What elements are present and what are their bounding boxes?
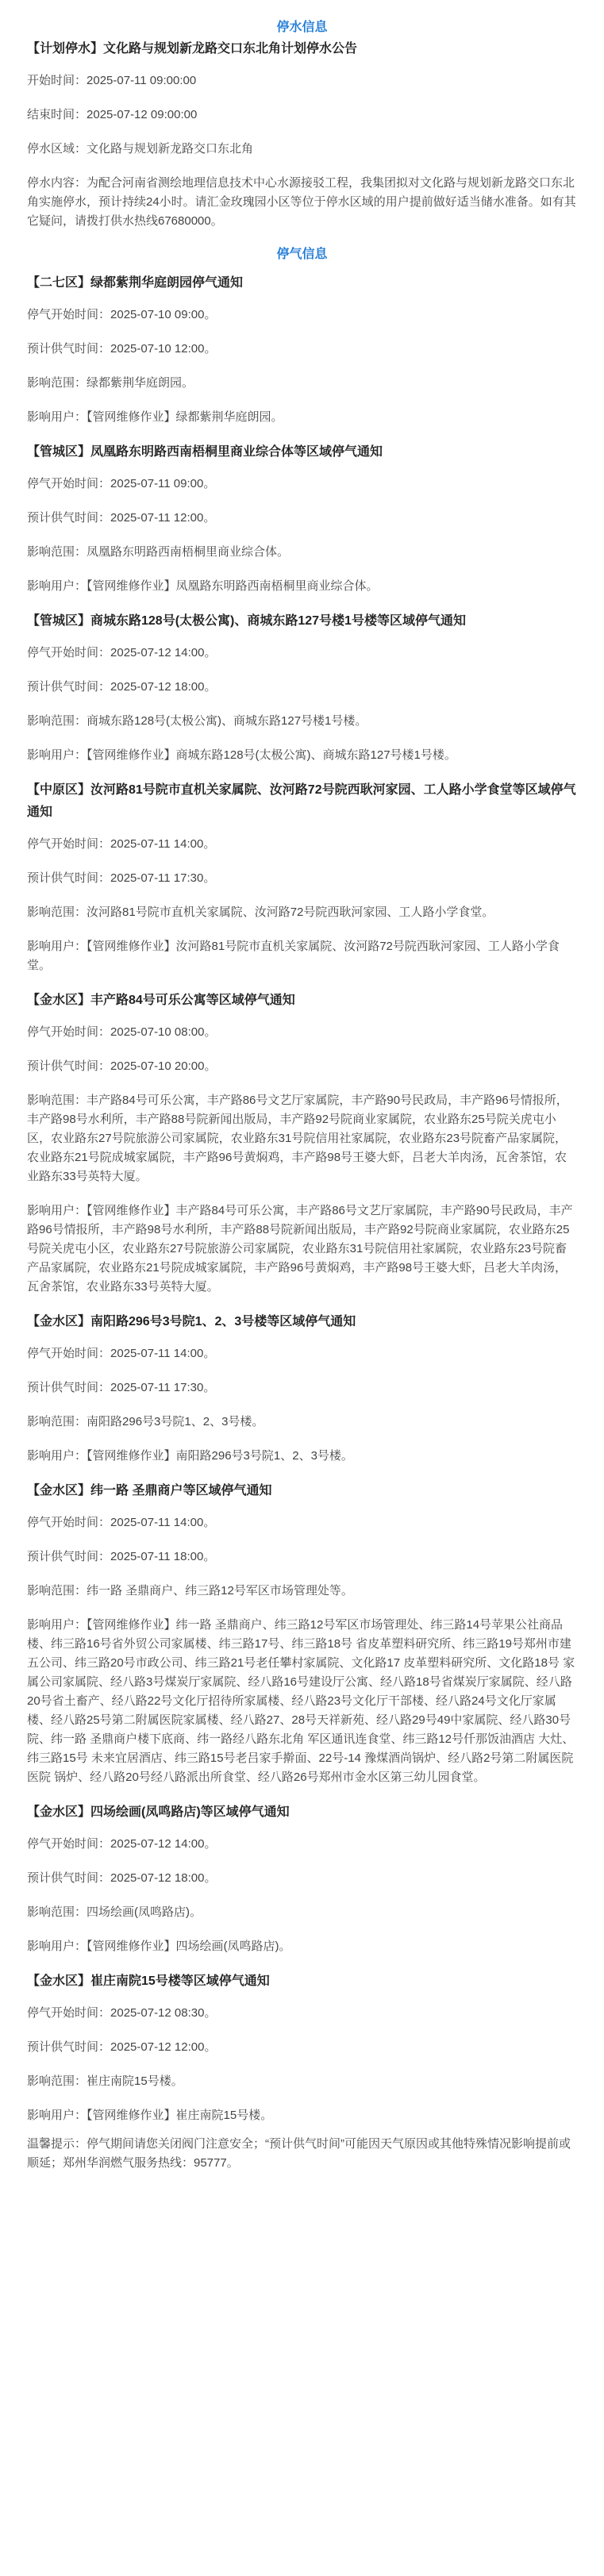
notice-title: 【金水区】四场绘画(凤鸣路店)等区域停气通知 [27, 1805, 290, 1819]
scope-field [27, 2072, 577, 2091]
field-value: 2025-07-10 12:00。 [110, 342, 217, 356]
gas-notice-list [27, 263, 577, 2125]
field-value: 2025-07-12 18:00。 [110, 680, 217, 694]
gas-notice [27, 980, 577, 1297]
field-label: 影响范围： [27, 1415, 87, 1428]
end-time-field [27, 2038, 577, 2057]
end-time-field [27, 106, 577, 125]
scope-field [27, 903, 577, 922]
field-value: 商城东路128号(太极公寓)、商城东路127号楼1号楼。 [87, 714, 367, 728]
field-value: 2025-07-11 14:00。 [110, 837, 216, 851]
users-field [27, 2106, 577, 2125]
field-value: 2025-07-11 18:00。 [110, 1550, 216, 1563]
area-field [27, 140, 577, 159]
field-value: 纬一路 圣鼎商户、纬三路12号军区市场管理处等。 [87, 1584, 353, 1598]
field-value: 【管网维修作业】商城东路128号(太极公寓)、商城东路127号楼1号楼。 [87, 748, 456, 762]
field-label: 停水内容： [27, 176, 87, 190]
users-field [27, 1616, 577, 1787]
field-label: 影响用户： [27, 940, 87, 953]
gas-notice [27, 770, 577, 975]
field-label: 影响范围： [27, 1094, 87, 1107]
field-value: 【管网维修作业】崔庄南院15号楼。 [87, 2109, 273, 2122]
scope-field [27, 543, 577, 562]
field-value: 2025-07-11 17:30。 [110, 871, 216, 885]
field-value: 文化路与规划新龙路交口东北角 [87, 142, 254, 156]
users-field [27, 746, 577, 765]
field-value: 四场绘画(凤鸣路店)。 [87, 1905, 202, 1919]
tip-label: 温馨提示： [27, 2137, 87, 2151]
notice-title: 【管城区】凤凰路东明路西南梧桐里商业综合体等区域停气通知 [27, 445, 383, 459]
end-time-field [27, 509, 577, 528]
field-label: 影响范围： [27, 545, 87, 559]
content-field [27, 174, 577, 231]
field-label: 停气开始时间： [27, 1025, 111, 1039]
gas-notice [27, 432, 577, 596]
water-section-title: 停水信息 [276, 21, 328, 34]
field-label: 预计供气时间： [27, 1381, 111, 1394]
end-time-field [27, 1378, 577, 1398]
gas-notice [27, 1961, 577, 2125]
field-label: 影响范围： [27, 714, 87, 728]
start-time-field [27, 306, 577, 325]
notice-title: 【金水区】丰产路84号可乐公寓等区域停气通知 [27, 994, 295, 1007]
end-time-field [27, 340, 577, 359]
start-time-field [27, 1835, 577, 1854]
field-label: 结束时间： [27, 108, 87, 121]
field-label: 影响用户： [27, 410, 87, 424]
field-label: 停气开始时间： [27, 308, 111, 321]
field-label: 预计供气时间： [27, 511, 111, 525]
scope-field [27, 374, 577, 393]
field-label: 预计供气时间： [27, 1550, 111, 1563]
notice-title: 【二七区】绿都紫荆华庭朗园停气通知 [27, 276, 244, 290]
field-value: 【管网维修作业】汝河路81号院市直机关家属院、汝河路72号院西耿河家园、工人路小学食堂。 [27, 940, 560, 972]
field-label: 影响用户： [27, 1449, 87, 1463]
field-value: 【管网维修作业】南阳路296号3号院1、2、3号楼。 [87, 1449, 353, 1463]
field-label: 预计供气时间： [27, 1059, 111, 1073]
field-value: 2025-07-11 09:00。 [110, 477, 216, 490]
field-label: 预计供气时间： [27, 2040, 111, 2054]
field-label: 影响范围： [27, 905, 87, 919]
water-notice [27, 29, 577, 231]
field-label: 影响用户： [27, 579, 87, 593]
field-label: 停水区域： [27, 142, 87, 156]
field-value: 崔庄南院15号楼。 [87, 2074, 183, 2088]
notice-title: 【计划停水】文化路与规划新龙路交口东北角计划停水公告 [27, 42, 358, 56]
field-value: 2025-07-11 14:00。 [110, 1347, 216, 1360]
field-value: 2025-07-11 17:30。 [110, 1381, 216, 1394]
end-time-field [27, 1057, 577, 1076]
field-value: 【管网维修作业】凤凰路东明路西南梧桐里商业综合体。 [87, 579, 379, 593]
field-value: 丰产路84号可乐公寓，丰产路86号文艺厅家属院，丰产路90号民政局，丰产路96号情报所，丰产路98号水利所，丰产路88号院新闻出版局，丰产路92号院商业家属院，农业路东25号院关虎屯小区，农业路东27号院旅游公司家属院，农业路东31号院信用社家属院，农业路东23号院畜产品家属院，农业路东21号院成城家属院，丰产路96号黄焖鸡，丰产路98号王婆大虾，吕老大羊肉汤，瓦舍茶馆，农业路东33号英特大厦。 [27, 1094, 568, 1183]
start-time-field [27, 1344, 577, 1363]
field-label: 影响范围： [27, 376, 87, 390]
field-value: 【管网维修作业】纬一路 圣鼎商户、纬三路12号军区市场管理处、纬三路14号苹果公社商品楼、纬三路16号省外贸公司家属楼、纬三路17号、纬三路18号 省皮革塑料研究所、纬三路19号郑州市建五公司、纬三路20号市政公司、纬三路21号老任攀村家属院、文化路17 皮革塑料研究所、文化路18号 家属公司家属院、经八路3号煤炭厅家属院、经八路16号建设厅公寓、经八路18号省煤炭厅家属院、经八路20号省土畜产、经八路22号文化厅招待所家属楼、经八路23号文化厅干部楼、经八路24号文化厅家属楼、经八路25号第二附属医院家属楼、经八路27、28号天祥新苑、经八路29号49中家属院、经八路30号院、纬一路 圣鼎商户楼下底商、纬一路经八路东北角 军区通讯连食堂、纬三路12号仟那饭油酒店 大灶、纬三路15号 未来宜居酒店、纬三路15号老吕家手擀面、22号-14 豫煤酒尚锅炉、经八路2号第二附属医院医院 锅炉、经八路20号经八路派出所食堂、经八路26号郑州市金水区第三幼儿园食堂。 [27, 1618, 575, 1784]
field-value: 2025-07-10 09:00。 [110, 308, 217, 321]
gas-notice [27, 263, 577, 427]
notice-title: 【金水区】崔庄南院15号楼等区域停气通知 [27, 1974, 270, 1988]
field-value: 2025-07-12 18:00。 [110, 1871, 217, 1885]
field-label: 预计供气时间： [27, 871, 111, 885]
field-value: 2025-07-10 20:00。 [110, 1059, 217, 1073]
end-time-field [27, 678, 577, 697]
users-field [27, 408, 577, 427]
gas-notice [27, 1792, 577, 1956]
field-value: 2025-07-12 14:00。 [110, 646, 217, 659]
start-time-field [27, 475, 577, 494]
scope-field [27, 1413, 577, 1432]
field-value: 2025-07-12 12:00。 [110, 2040, 217, 2054]
field-label: 开始时间： [27, 74, 87, 87]
notice-title: 【中原区】汝河路81号院市直机关家属院、汝河路72号院西耿河家园、工人路小学食堂等区域停气通知 [27, 783, 576, 819]
field-label: 影响范围： [27, 1584, 87, 1598]
field-value: 为配合河南省测绘地理信息技术中心水源接驳工程，我集团拟对文化路与规划新龙路交口东北角实施停水，预计持续24小时。请汇金玫瑰园小区等位于停水区域的用户提前做好适当储水准备。如有其它疑问，请拨打供水热线67680000。 [27, 176, 576, 228]
field-value: 2025-07-11 09:00:00 [87, 74, 197, 87]
field-value: 南阳路296号3号院1、2、3号楼。 [87, 1415, 264, 1428]
scope-field [27, 1903, 577, 1922]
field-label: 影响用户： [27, 1618, 87, 1632]
start-time-field [27, 1023, 577, 1042]
field-label: 停气开始时间： [27, 646, 111, 659]
users-field [27, 1937, 577, 1956]
field-label: 影响用户： [27, 2109, 87, 2122]
field-label: 停气开始时间： [27, 1837, 111, 1851]
field-label: 预计供气时间： [27, 342, 111, 356]
field-label: 影响范围： [27, 1905, 87, 1919]
field-value: 汝河路81号院市直机关家属院、汝河路72号院西耿河家园、工人路小学食堂。 [87, 905, 494, 919]
field-value: 凤凰路东明路西南梧桐里商业综合体。 [87, 545, 290, 559]
start-time-field [27, 71, 577, 90]
start-time-field [27, 1513, 577, 1532]
end-time-field [27, 869, 577, 888]
field-label: 停气开始时间： [27, 1516, 111, 1529]
field-label: 影响用户： [27, 748, 87, 762]
field-value: 2025-07-11 14:00。 [110, 1516, 216, 1529]
users-field [27, 937, 577, 975]
scope-field [27, 1091, 577, 1186]
users-field [27, 1447, 577, 1466]
notice-title: 【管城区】商城东路128号(太极公寓)、商城东路127号楼1号楼等区域停气通知 [27, 614, 466, 628]
tip-text: 停气期间请您关闭阀门注意安全；“预计供气时间”可能因天气原因或其他特殊情况影响提前或顺延；郑州华润燃气服务热线：95777。 [27, 2137, 571, 2170]
field-value: 【管网维修作业】绿都紫荆华庭朗园。 [87, 410, 283, 424]
end-time-field [27, 1548, 577, 1567]
field-value: 2025-07-12 09:00:00 [87, 108, 198, 121]
scope-field [27, 1582, 577, 1601]
users-field [27, 577, 577, 596]
start-time-field [27, 2004, 577, 2023]
start-time-field [27, 835, 577, 854]
gas-notice [27, 601, 577, 765]
field-value: 【管网维修作业】四场绘画(凤鸣路店)。 [87, 1940, 291, 1953]
field-label: 影响范围： [27, 2074, 87, 2088]
field-value: 2025-07-10 08:00。 [110, 1025, 217, 1039]
field-label: 停气开始时间： [27, 477, 111, 490]
gas-section-title: 停气信息 [276, 248, 328, 261]
field-label: 停气开始时间： [27, 1347, 111, 1360]
end-time-field [27, 1869, 577, 1888]
field-label: 停气开始时间： [27, 2006, 111, 2020]
field-label: 停气开始时间： [27, 837, 111, 851]
field-value: 绿都紫荆华庭朗园。 [87, 376, 194, 390]
warm-tip [27, 2135, 577, 2173]
notice-title: 【金水区】纬一路 圣鼎商户等区域停气通知 [27, 1484, 272, 1498]
scope-field [27, 712, 577, 731]
gas-notice [27, 1471, 577, 1787]
field-value: 【管网维修作业】丰产路84号可乐公寓，丰产路86号文艺厅家属院，丰产路90号民政局，丰产路96号情报所，丰产路98号水利所，丰产路88号院新闻出版局，丰产路92号院商业家属院，农业路东25号院关虎屯小区，农业路东27号院旅游公司家属院，农业路东31号院信用社家属院，农业路东23号院畜产品家属院，农业路东21号院成城家属院，丰产路96号黄焖鸡，丰产路98号王婆大虾，吕老大羊肉汤，瓦舍茶馆，农业路东33号英特大厦。 [27, 1204, 573, 1294]
field-label: 预计供气时间： [27, 1871, 111, 1885]
field-value: 2025-07-12 08:30。 [110, 2006, 217, 2020]
field-label: 影响用户： [27, 1940, 87, 1953]
users-field [27, 1201, 577, 1297]
field-label: 预计供气时间： [27, 680, 111, 694]
field-label: 影响用户： [27, 1204, 87, 1217]
field-value: 2025-07-12 14:00。 [110, 1837, 217, 1851]
start-time-field [27, 644, 577, 663]
field-value: 2025-07-11 12:00。 [110, 511, 216, 525]
gas-notice [27, 1301, 577, 1466]
notice-title: 【金水区】南阳路296号3号院1、2、3号楼等区域停气通知 [27, 1315, 356, 1328]
